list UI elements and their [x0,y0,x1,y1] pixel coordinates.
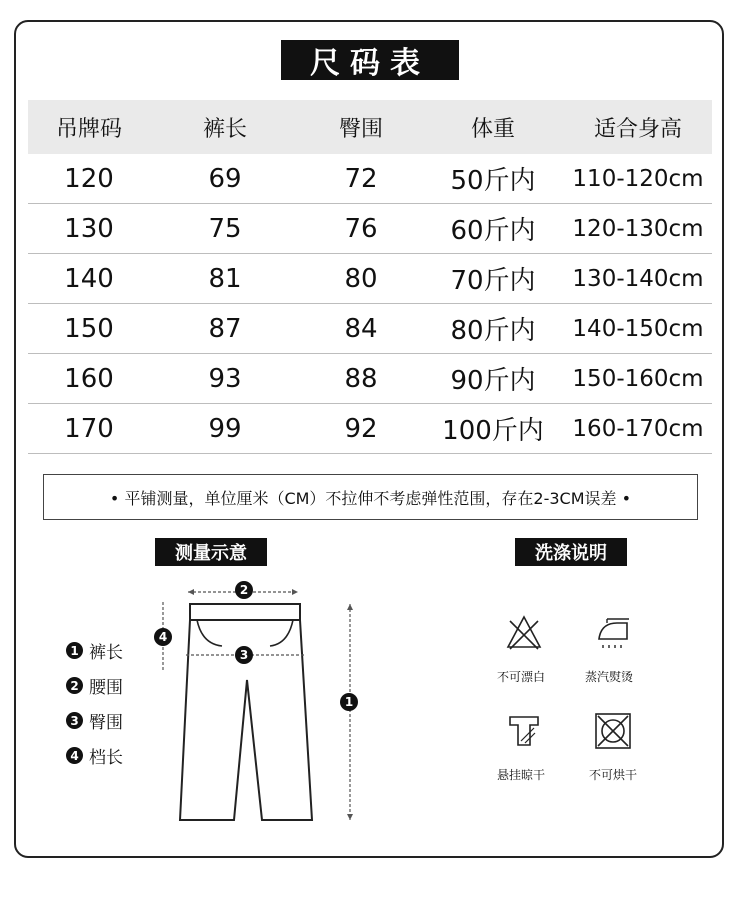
header-height: 适合身高 [593,116,682,142]
legend-label: 腰围 [89,678,123,698]
cell-hip: 72 [344,163,378,194]
cell-tag-size: 160 [64,363,114,394]
cell-hip: 76 [344,213,378,244]
header-weight: 体重 [470,116,515,142]
header-pant-length: 裤长 [202,116,247,142]
cell-weight: 70斤内 [450,266,536,296]
cell-pant-length: 75 [208,213,242,244]
care-label-steam-iron: 蒸汽熨烫 [584,670,633,684]
cell-height: 110-120cm [572,165,704,192]
table-row [28,354,712,404]
cell-tag-size: 140 [64,263,114,294]
cell-hip: 80 [344,263,378,294]
legend-item-length [66,638,123,663]
measure-title: 测量示意 [155,538,267,566]
legend-label: 档长 [89,748,123,768]
cell-pant-length: 81 [208,263,242,294]
legend-num: 3 [66,712,83,729]
legend-item-waist [66,673,123,698]
cell-pant-length: 69 [208,163,242,194]
no-tumble-dry-icon [593,711,633,751]
legend-num: 2 [66,677,83,694]
cell-weight: 60斤内 [450,216,536,246]
cell-height: 130-140cm [572,265,704,292]
care-label-hang-dry: 悬挂晾干 [496,768,545,782]
cell-hip: 84 [344,313,378,344]
page-title: 尺码表 [281,40,459,80]
legend-item-crotch [66,743,123,768]
cell-hip: 88 [344,363,378,394]
cell-pant-length: 87 [208,313,242,344]
cell-weight: 100斤内 [442,416,544,446]
cell-pant-length: 93 [208,363,242,394]
table-header [28,100,712,154]
legend-label: 臀围 [89,713,123,733]
hang-dry-icon [504,711,544,751]
table-row [28,304,712,354]
table-row [28,404,712,454]
marker-3: 3 [235,646,253,664]
cell-height: 150-160cm [572,365,704,392]
steam-iron-icon [591,613,635,653]
cell-hip: 92 [344,413,378,444]
table-row [28,154,712,204]
legend-label: 裤长 [89,643,123,663]
wash-title: 洗涤说明 [515,538,627,566]
header-tag-size: 吊牌码 [55,116,122,142]
cell-weight: 50斤内 [450,166,536,196]
cell-height: 160-170cm [572,415,704,442]
cell-height: 140-150cm [572,315,704,342]
measurement-note: • 平铺测量，单位厘米（CM）不拉伸不考虑弹性范围，存在2-3CM误差 • [43,474,698,520]
cell-height: 120-130cm [572,215,704,242]
cell-tag-size: 130 [64,213,114,244]
table-row [28,204,712,254]
cell-pant-length: 99 [208,413,242,444]
size-table [28,100,712,454]
legend-num: 4 [66,747,83,764]
header-hip: 臀围 [338,116,383,142]
cell-tag-size: 170 [64,413,114,444]
pants-diagram [150,580,370,830]
care-label-no-bleach: 不可漂白 [496,670,545,684]
marker-1: 1 [340,693,358,711]
no-bleach-icon [504,613,544,653]
marker-4: 4 [154,628,172,646]
legend-item-hip [66,708,123,733]
care-label-no-tumble-dry: 不可烘干 [588,768,637,782]
marker-2: 2 [235,581,253,599]
cell-weight: 80斤内 [450,316,536,346]
cell-tag-size: 150 [64,313,114,344]
legend-num: 1 [66,642,83,659]
table-row [28,254,712,304]
cell-weight: 90斤内 [450,366,536,396]
cell-tag-size: 120 [64,163,114,194]
